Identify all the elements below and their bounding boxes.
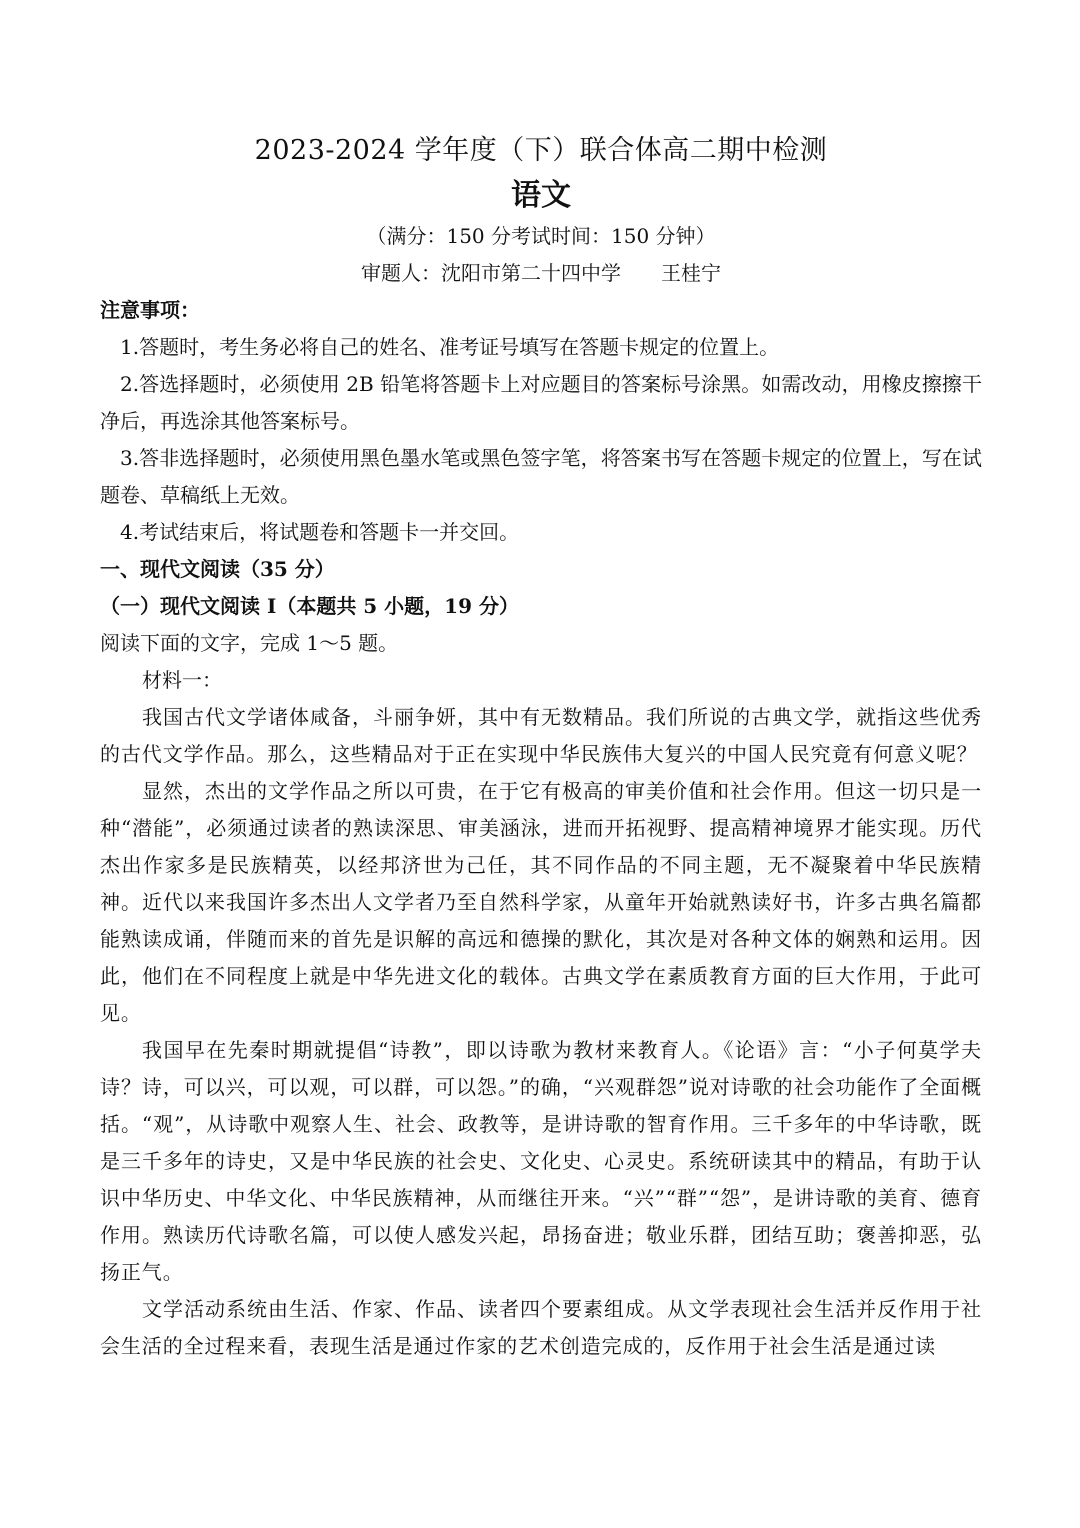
notice-item-3: 3.答非选择题时，必须使用黑色墨水笔或黑色签字笔，将答案书写在答题卡规定的位置上，写在试题卷、草稿纸上无效。 — [100, 446, 982, 507]
material-label: 材料一： — [142, 668, 222, 692]
material-paragraph-1: 我国古代文学诸体咸备，斗丽争妍，其中有无数精品。我们所说的古典文学，就指这些优秀的古代文学作品。那么，这些精品对于正在实现中华民族伟大复兴的中国人民究竟有何意义呢？ — [100, 705, 982, 766]
material-paragraph-4: 文学活动系统由生活、作家、作品、读者四个要素组成。从文学表现社会生活并反作用于社会生活的全过程来看，表现生活是通过作家的艺术创造完成的，反作用于社会生活是通过读 — [100, 1297, 982, 1358]
notice-item-2: 2.答选择题时，必须使用 2B 铅笔将答题卡上对应题目的答案标号涂黑。如需改动，用橡皮擦擦干净后，再选涂其他答案标号。 — [100, 372, 982, 433]
material-paragraph-2: 显然，杰出的文学作品之所以可贵，在于它有极高的审美价值和社会作用。但这一切只是一种“潜能”，必须通过读者的熟读深思、审美涵泳，进而开拓视野、提高精神境界才能实现。历代杰出作家多是民族精英，以经邦济世为己任，其不同作品的不同主题，无不凝聚着中华民族精神。近代以来我国许多杰出人文学者乃至自然科学家，从童年开始就熟读好书，许多古典名篇都能熟读成诵，伴随而来的首先是识解的高远和德操的默化，其次是对各种文体的娴熟和运用。因此，他们在不同程度上就是中华先进文化的载体。古典文学在素质教育方面的巨大作用，于此可见。 — [100, 779, 982, 1025]
section-subheading: （一）现代文阅读 I（本题共 5 小题，19 分） — [100, 594, 519, 618]
section-heading: 一、现代文阅读（35 分） — [100, 557, 335, 581]
notice-item-1: 1.答题时，考生务必将自己的姓名、准考证号填写在答题卡规定的位置上。 — [120, 335, 780, 359]
notice-heading: 注意事项： — [100, 298, 200, 322]
score-time: （满分：150 分考试时间：150 分钟） — [366, 224, 716, 248]
exam-title: 2023-2024 学年度（下）联合体高二期中检测 — [254, 135, 828, 166]
exam-subject: 语文 — [511, 178, 571, 213]
notice-item-4: 4.考试结束后，将试题卷和答题卡一并交回。 — [120, 520, 520, 544]
examiner-label: 审题人：沈阳市第二十四中学 — [361, 261, 621, 285]
material-paragraph-3: 我国早在先秦时期就提倡“诗教”，即以诗歌为教材来教育人。《论语》言：“小子何莫学夫诗？诗，可以兴，可以观，可以群，可以怨。”的确，“兴观群怨”说对诗歌的社会功能作了全面概括。“观”，从诗歌中观察人生、社会、政教等，是讲诗歌的智育作用。三千多年的中华诗歌，既是三千多年的诗史，又是中华民族的社会史、文化史、心灵史。系统研读其中的精品，有助于认识中华历史、中华文化、中华民族精神，从而继往开来。“兴”“群”“怨”，是讲诗歌的美育、德育作用。熟读历代诗歌名篇，可以使人感发兴起，昂扬奋进；敬业乐群，团结互助；褒善抑恶，弘扬正气。 — [100, 1038, 982, 1284]
examiner-line — [100, 255, 982, 292]
reading-instruction: 阅读下面的文字，完成 1～5 题。 — [100, 631, 399, 655]
examiner-name: 王桂宁 — [661, 261, 721, 285]
